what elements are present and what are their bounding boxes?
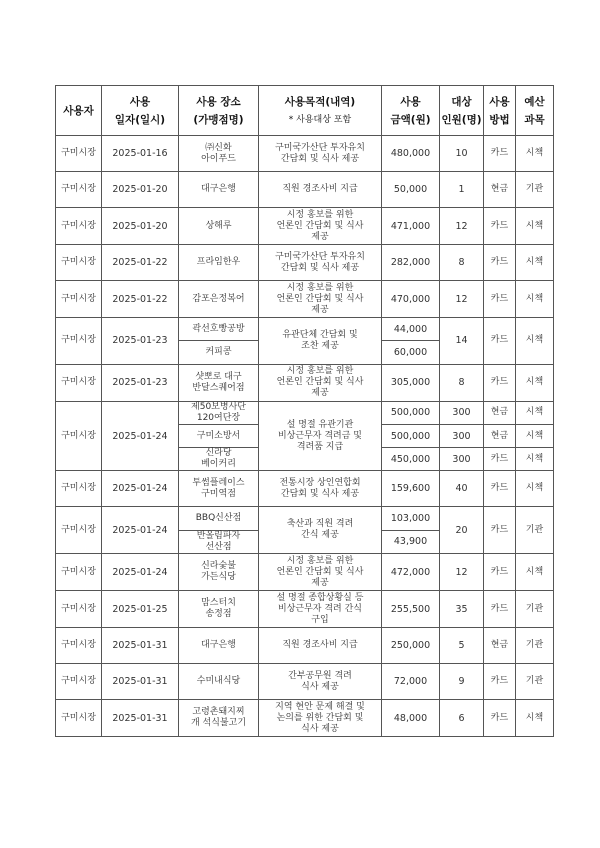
col-header-people: [440, 86, 484, 136]
amount-cell: 472,000: [382, 554, 440, 591]
people-cell: 14: [440, 318, 484, 365]
col-header-line2: 인원(명): [441, 113, 482, 126]
user-cell: 구미시장: [56, 401, 102, 471]
amount-cell: 500,000: [382, 401, 440, 424]
header-row: [56, 86, 554, 136]
table-row: [56, 591, 554, 628]
amount-cell: 159,600: [382, 471, 440, 507]
people-cell: 40: [440, 471, 484, 507]
table-row: [56, 364, 554, 401]
amount-cell: 470,000: [382, 281, 440, 318]
amount-cell: 48,000: [382, 700, 440, 737]
place-cell: 샷뽀로 대구 반달스퀘어점: [179, 364, 259, 401]
date-cell: 2025-01-31: [102, 664, 179, 700]
expense-table: [55, 85, 554, 737]
budget-cell: 기관: [516, 172, 554, 208]
place-cell: 투썸플레이스 구미역점: [179, 471, 259, 507]
purpose-cell: 구미국가산단 투자유치 간담회 및 식사 제공: [259, 136, 382, 172]
place-cell: 수미내식당: [179, 664, 259, 700]
amount-cell: 450,000: [382, 448, 440, 471]
date-cell: 2025-01-25: [102, 591, 179, 628]
people-cell: 8: [440, 245, 484, 281]
table-row: [56, 628, 554, 664]
user-cell: 구미시장: [56, 318, 102, 365]
budget-cell: 시책: [516, 700, 554, 737]
people-cell: 12: [440, 281, 484, 318]
user-cell: 구미시장: [56, 136, 102, 172]
col-header-line2: 과목: [524, 113, 545, 126]
budget-cell: 시책: [516, 281, 554, 318]
purpose-cell: 축산과 직원 격려 간식 제공: [259, 507, 382, 554]
people-cell: 12: [440, 554, 484, 591]
place-cell: BBQ신산점: [179, 507, 259, 530]
purpose-cell: 유관단체 간담회 및 조찬 제공: [259, 318, 382, 365]
method-cell: 현금: [484, 424, 516, 447]
purpose-cell: 직원 경조사비 지급: [259, 172, 382, 208]
purpose-cell: 전통시장 상인연합회 간담회 및 식사 제공: [259, 471, 382, 507]
user-cell: 구미시장: [56, 507, 102, 554]
people-cell: 300: [440, 401, 484, 424]
budget-cell: 시책: [516, 424, 554, 447]
place-cell: 신라숯불 가든식당: [179, 554, 259, 591]
col-header-line1: 사용: [129, 95, 151, 108]
amount-cell: 250,000: [382, 628, 440, 664]
amount-cell: 103,000: [382, 507, 440, 530]
people-cell: 5: [440, 628, 484, 664]
people-cell: 6: [440, 700, 484, 737]
col-header-line1: 사용 장소: [196, 95, 241, 108]
user-cell: 구미시장: [56, 591, 102, 628]
date-cell: 2025-01-24: [102, 507, 179, 554]
date-cell: 2025-01-20: [102, 208, 179, 245]
place-cell: ㈜신화 아이푸드: [179, 136, 259, 172]
user-cell: 구미시장: [56, 554, 102, 591]
col-header-line1: 예산: [524, 95, 545, 108]
col-header-method: [484, 86, 516, 136]
method-cell: 카드: [484, 208, 516, 245]
place-cell: 커피콩: [179, 341, 259, 364]
user-cell: 구미시장: [56, 281, 102, 318]
people-cell: 300: [440, 448, 484, 471]
amount-cell: 480,000: [382, 136, 440, 172]
place-cell: 프라임한우: [179, 245, 259, 281]
amount-cell: 50,000: [382, 172, 440, 208]
method-cell: 카드: [484, 318, 516, 365]
amount-cell: 282,000: [382, 245, 440, 281]
col-header-amount: [382, 86, 440, 136]
table-row: [56, 281, 554, 318]
purpose-cell: 시정 홍보를 위한 언론인 간담회 및 식사 제공: [259, 554, 382, 591]
place-cell: 고령촌돼지찌 개 석식불고기: [179, 700, 259, 737]
amount-cell: 255,500: [382, 591, 440, 628]
place-cell: 곽선호빵공방: [179, 318, 259, 341]
budget-cell: 시책: [516, 136, 554, 172]
budget-cell: 시책: [516, 364, 554, 401]
place-cell: 맘스터치 송정점: [179, 591, 259, 628]
col-header-budget: [516, 86, 554, 136]
table-row: [56, 318, 554, 341]
budget-cell: 기관: [516, 591, 554, 628]
date-cell: 2025-01-23: [102, 364, 179, 401]
method-cell: 카드: [484, 364, 516, 401]
people-cell: 8: [440, 364, 484, 401]
budget-cell: 시책: [516, 448, 554, 471]
budget-cell: 기관: [516, 507, 554, 554]
user-cell: 구미시장: [56, 700, 102, 737]
date-cell: 2025-01-22: [102, 281, 179, 318]
col-header-line1: 사용: [489, 95, 510, 108]
table-row: [56, 208, 554, 245]
budget-cell: 시책: [516, 401, 554, 424]
col-header-line1: 사용목적(내역): [284, 95, 356, 108]
purpose-cell: 간부공무원 격려 식사 제공: [259, 664, 382, 700]
table-row: [56, 401, 554, 424]
col-header-line1: 대상: [451, 95, 472, 108]
amount-cell: 471,000: [382, 208, 440, 245]
people-cell: 1: [440, 172, 484, 208]
place-cell: 대구은행: [179, 628, 259, 664]
budget-cell: 시책: [516, 554, 554, 591]
people-cell: 20: [440, 507, 484, 554]
place-cell: 감포은정복어: [179, 281, 259, 318]
col-header-line2: 일자(일시): [114, 113, 166, 126]
user-cell: 구미시장: [56, 664, 102, 700]
col-header-user: [56, 86, 102, 136]
date-cell: 2025-01-23: [102, 318, 179, 365]
user-cell: 구미시장: [56, 208, 102, 245]
purpose-cell: 시정 홍보를 위한 언론인 간담회 및 식사 제공: [259, 281, 382, 318]
col-header-place: [179, 86, 259, 136]
table-row: [56, 700, 554, 737]
amount-cell: 43,900: [382, 530, 440, 553]
purpose-cell: 설 명절 종합상황실 등 비상근무자 격려 간식 구입: [259, 591, 382, 628]
user-cell: 구미시장: [56, 628, 102, 664]
people-cell: 12: [440, 208, 484, 245]
people-cell: 9: [440, 664, 484, 700]
table-row: [56, 172, 554, 208]
date-cell: 2025-01-31: [102, 628, 179, 664]
amount-cell: 60,000: [382, 341, 440, 364]
method-cell: 카드: [484, 700, 516, 737]
budget-cell: 기관: [516, 628, 554, 664]
budget-cell: 시책: [516, 245, 554, 281]
date-cell: 2025-01-20: [102, 172, 179, 208]
amount-cell: 500,000: [382, 424, 440, 447]
table-row: [56, 245, 554, 281]
method-cell: 현금: [484, 628, 516, 664]
date-cell: 2025-01-22: [102, 245, 179, 281]
user-cell: 구미시장: [56, 172, 102, 208]
user-cell: 구미시장: [56, 364, 102, 401]
date-cell: 2025-01-24: [102, 554, 179, 591]
people-cell: 10: [440, 136, 484, 172]
col-header-line1: 사용자: [63, 104, 94, 117]
table-row: [56, 554, 554, 591]
purpose-cell: 구미국가산단 투자유치 간담회 및 식사 제공: [259, 245, 382, 281]
date-cell: 2025-01-24: [102, 471, 179, 507]
date-cell: 2025-01-31: [102, 700, 179, 737]
purpose-cell: 시정 홍보를 위한 언론인 간담회 및 식사 제공: [259, 208, 382, 245]
amount-cell: 72,000: [382, 664, 440, 700]
place-cell: 구미소방서: [179, 424, 259, 447]
col-header-line1: 사용: [400, 95, 421, 108]
method-cell: 카드: [484, 448, 516, 471]
date-cell: 2025-01-24: [102, 401, 179, 471]
col-header-purpose: [259, 86, 382, 136]
place-cell: 상해루: [179, 208, 259, 245]
purpose-cell: 직원 경조사비 지급: [259, 628, 382, 664]
budget-cell: 기관: [516, 664, 554, 700]
method-cell: 카드: [484, 591, 516, 628]
place-cell: 신라당 베이커리: [179, 448, 259, 471]
amount-cell: 305,000: [382, 364, 440, 401]
table-row: [56, 664, 554, 700]
method-cell: 카드: [484, 281, 516, 318]
method-cell: 카드: [484, 136, 516, 172]
col-header-line2: 방법: [489, 113, 510, 126]
purpose-cell: 시정 홍보를 위한 언론인 간담회 및 식사 제공: [259, 364, 382, 401]
amount-cell: 44,000: [382, 318, 440, 341]
method-cell: 카드: [484, 664, 516, 700]
table-row: [56, 136, 554, 172]
method-cell: 현금: [484, 172, 516, 208]
col-header-line2: * 사용대상 포함: [288, 114, 352, 125]
place-cell: 대구은행: [179, 172, 259, 208]
method-cell: 카드: [484, 245, 516, 281]
user-cell: 구미시장: [56, 245, 102, 281]
col-header-date: [102, 86, 179, 136]
purpose-cell: 지역 현안 문제 해결 및 논의를 위한 간담회 및 식사 제공: [259, 700, 382, 737]
budget-cell: 시책: [516, 208, 554, 245]
place-cell: 반올림파자 선산점: [179, 530, 259, 553]
budget-cell: 시책: [516, 318, 554, 365]
place-cell: 제50보병사단 120여단장: [179, 401, 259, 424]
people-cell: 300: [440, 424, 484, 447]
user-cell: 구미시장: [56, 471, 102, 507]
method-cell: 카드: [484, 507, 516, 554]
col-header-line2: 금액(원): [390, 113, 431, 126]
date-cell: 2025-01-16: [102, 136, 179, 172]
method-cell: 현금: [484, 401, 516, 424]
table-row: [56, 507, 554, 530]
table-row: [56, 471, 554, 507]
people-cell: 35: [440, 591, 484, 628]
method-cell: 카드: [484, 471, 516, 507]
method-cell: 카드: [484, 554, 516, 591]
budget-cell: 시책: [516, 471, 554, 507]
col-header-line2: (가맹점명): [193, 113, 244, 126]
purpose-cell: 설 명절 유관기관 비상근무자 격려금 및 격려품 지급: [259, 401, 382, 471]
